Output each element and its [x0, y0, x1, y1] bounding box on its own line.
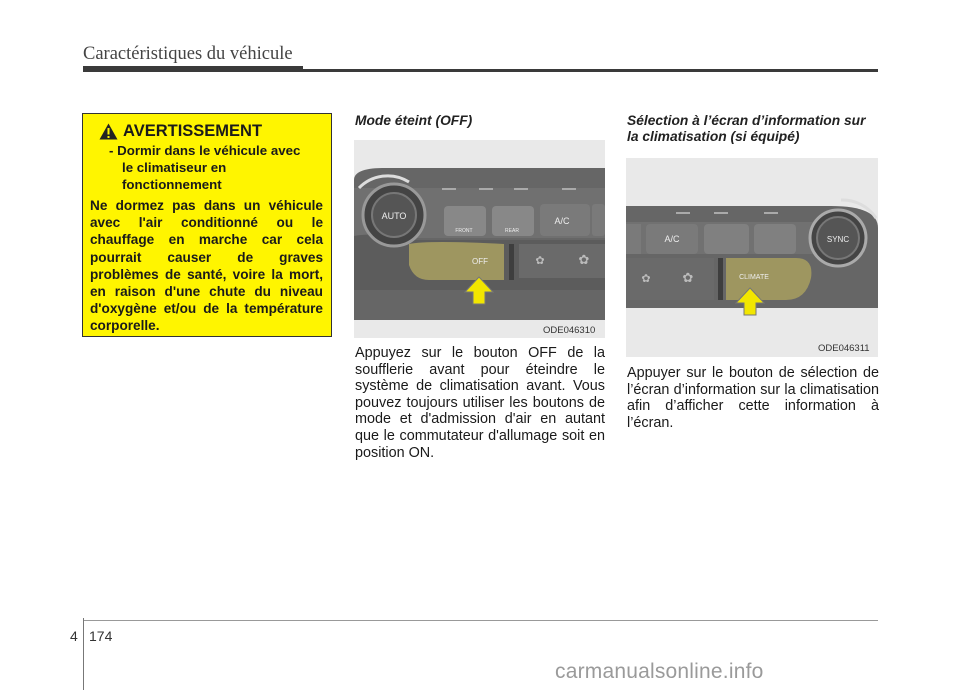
- warning-heading: [99, 122, 323, 141]
- front-label: FRONT: [455, 228, 473, 234]
- climate-text: Appuyer sur le bouton de sélection de l’écran d’information sur la climatisation afin d’afficher cette information à l’écran.: [627, 365, 879, 431]
- watermark: carmanualsonline.info: [555, 660, 764, 683]
- image-code-2: ODE046311: [818, 343, 870, 354]
- off-mode-title: [355, 113, 605, 129]
- image-code: ODE046310: [543, 325, 596, 336]
- sync-label: SYNC: [826, 235, 850, 244]
- climate-label: CLIMATE: [739, 274, 769, 281]
- ac-label: A/C: [554, 216, 570, 226]
- off-mode-heading: Mode éteint (OFF): [355, 113, 473, 128]
- off-mode-text: Appuyez sur le bouton OFF de la soufflerie avant pour éteindre le système de climatisation avant. Vous pouvez toujours utiliser les boutons de mode et d'admission d'air en autant que le commutateur d'allumage soit en position ON.: [355, 345, 605, 461]
- footer-rule: [83, 620, 878, 621]
- page-number: 174: [89, 628, 113, 644]
- rear-label: REAR: [505, 228, 519, 234]
- svg-text:✿: ✿: [641, 272, 651, 285]
- warning-subtitle: - Dormir dans le véhicule avec le climatiseur en fonctionnement: [109, 143, 301, 192]
- warning-triangle-icon: [99, 123, 118, 140]
- climate-illustration: [626, 158, 878, 357]
- warning-body: Ne dormez pas dans un véhicule avec l'air conditionné ou le chauffage en marche car cela pourrait causer de graves problèmes de santé, voire la mort, en raison d'une chute du niveau d'oxygène et/ou de la température corporelle.: [90, 198, 323, 334]
- climate-section-title: [627, 113, 879, 145]
- auto-label: AUTO: [381, 211, 407, 221]
- climate-heading: Sélection à l’écran d’information sur la climatisation (si équipé): [627, 113, 866, 144]
- climate-panel-image: [626, 158, 878, 338]
- off-label: OFF: [472, 257, 488, 266]
- climate-panel-off-image: [354, 140, 605, 320]
- svg-text:✿: ✿: [535, 254, 545, 267]
- footer-divider: [83, 618, 84, 690]
- header-rule-accent: [83, 66, 303, 69]
- off-mode-illustration: [354, 140, 605, 338]
- svg-text:✿: ✿: [682, 271, 694, 286]
- warning-title: AVERTISSEMENT: [123, 122, 263, 140]
- ac-label: A/C: [664, 234, 680, 244]
- chapter-number: 4: [70, 628, 78, 644]
- warning-box: [82, 113, 332, 337]
- svg-text:✿: ✿: [578, 253, 590, 268]
- header-rule: [83, 69, 878, 72]
- running-header: Caractéristiques du véhicule: [83, 44, 293, 64]
